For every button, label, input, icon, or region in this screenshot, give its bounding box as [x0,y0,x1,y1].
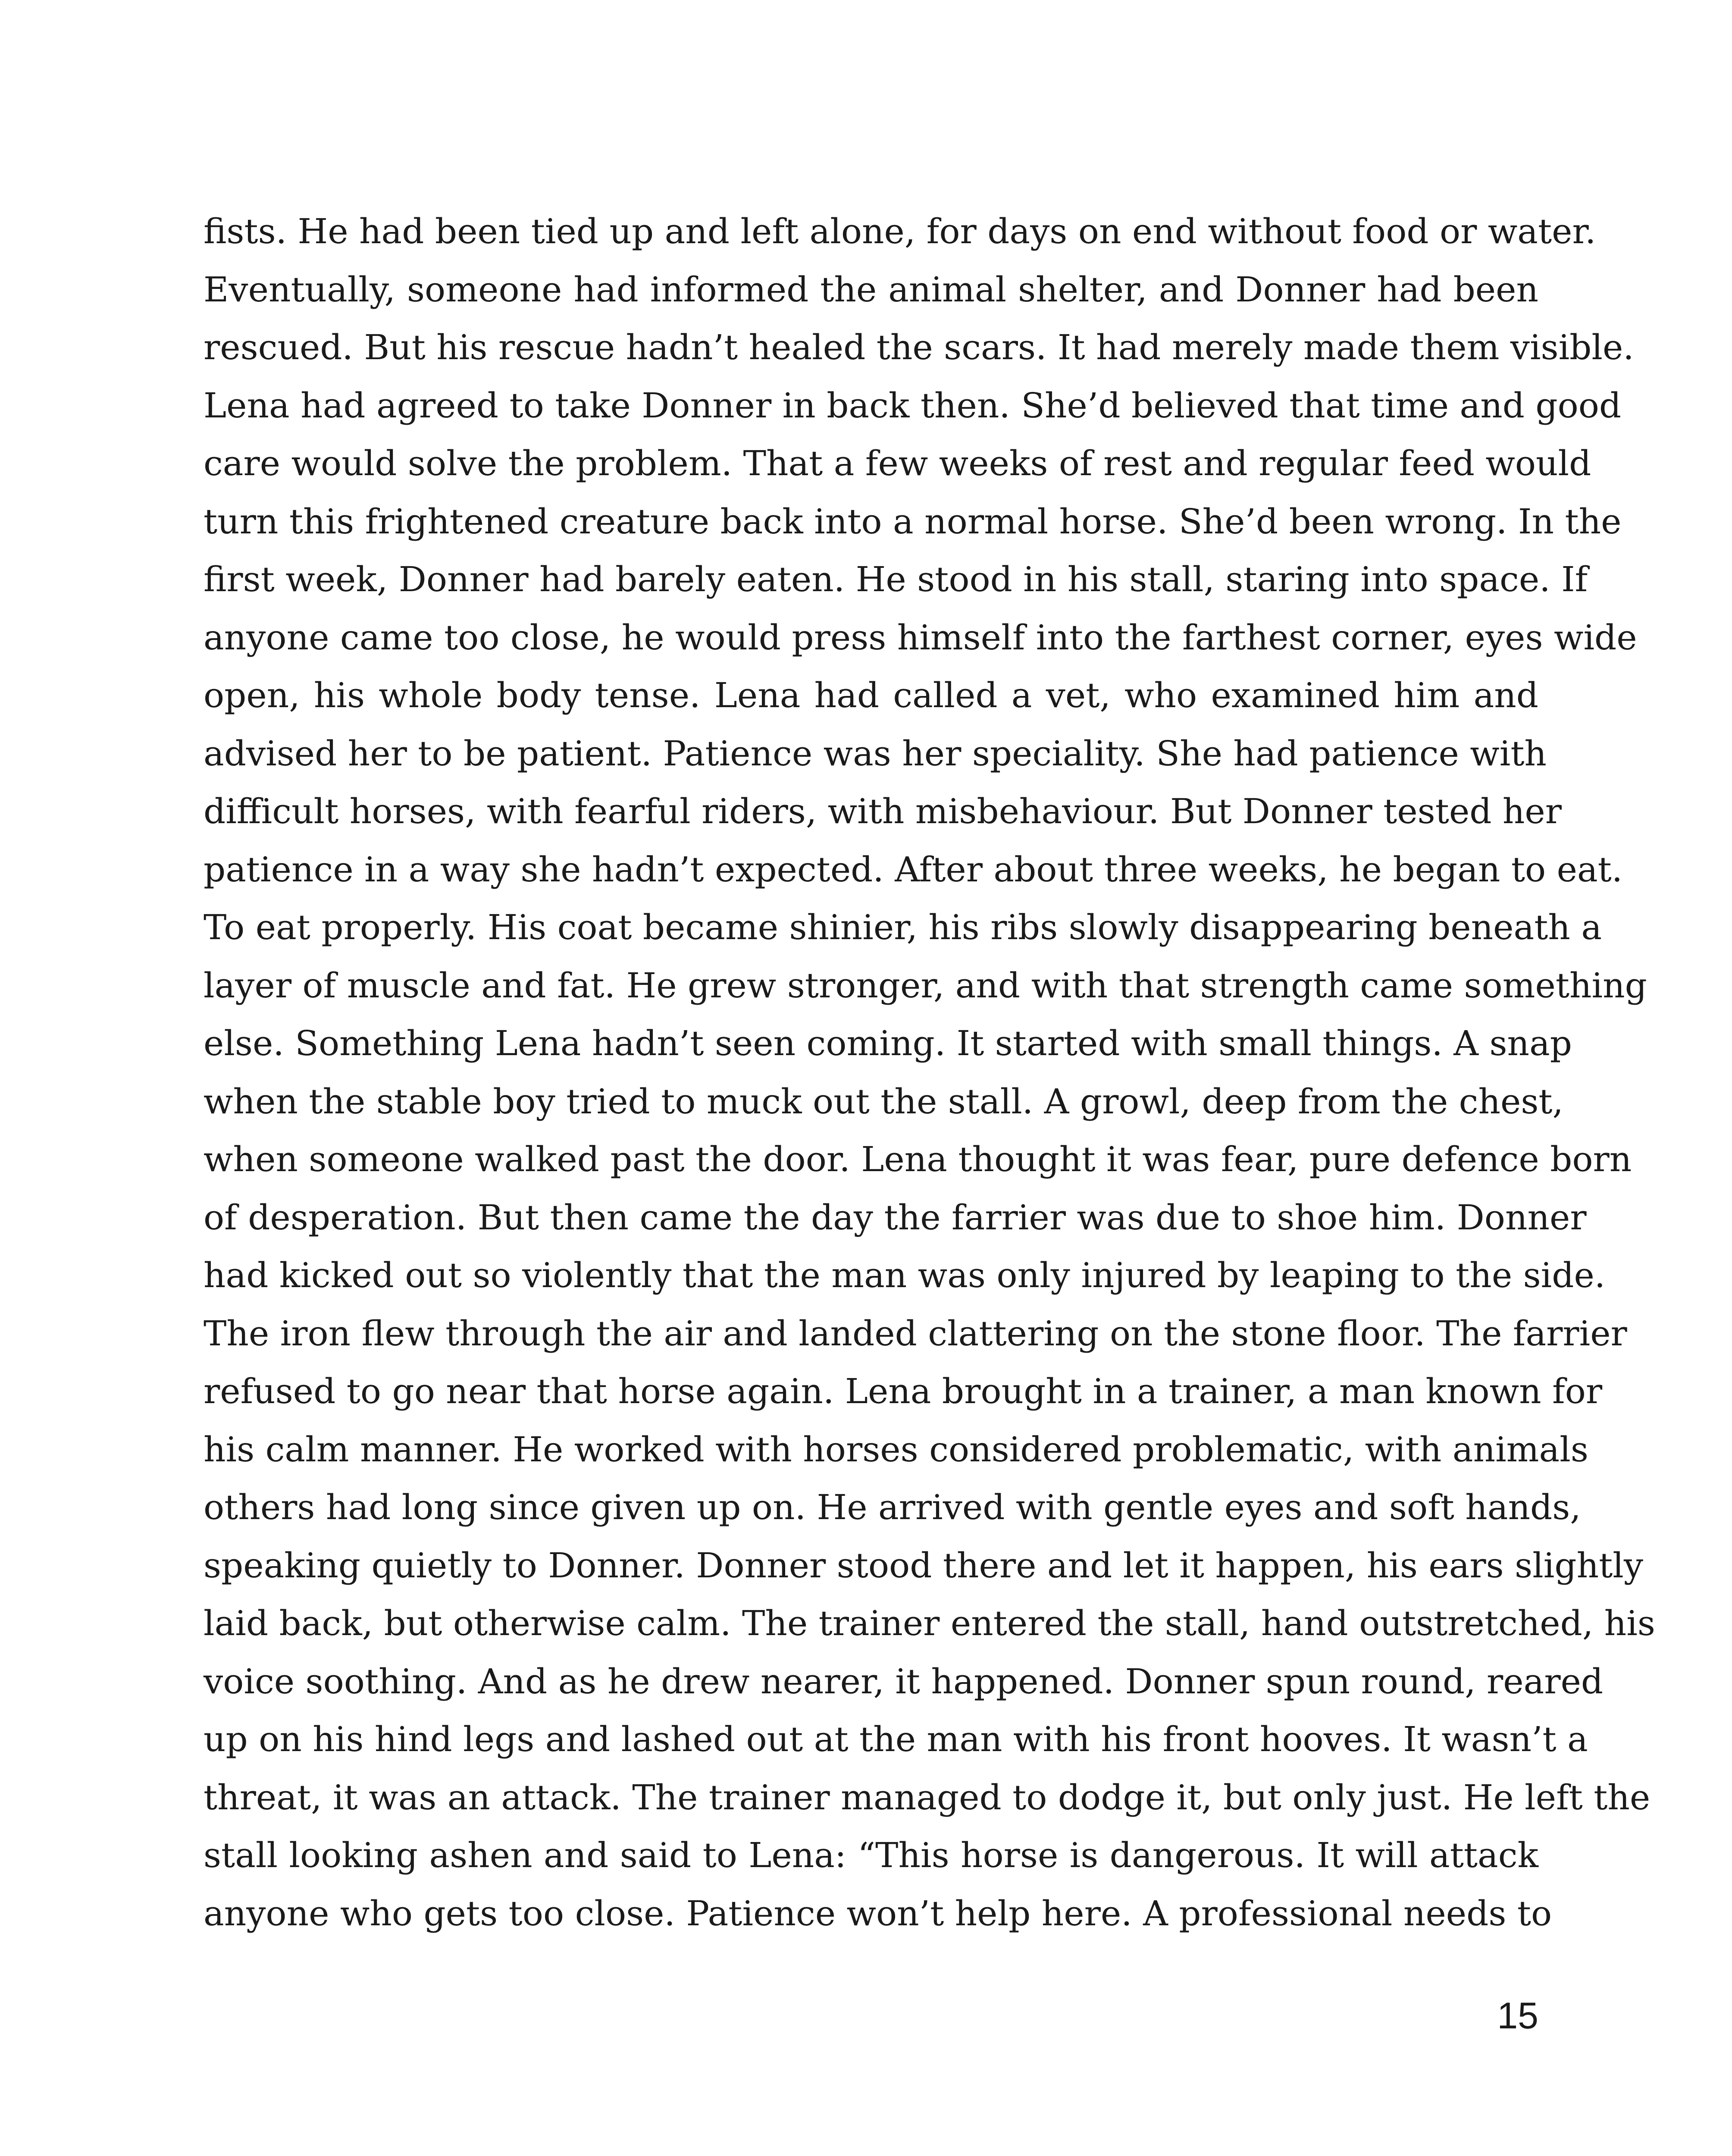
text-line: laid back, but otherwise calm. The trainer entered the stall, hand outstretched, his [204,1603,1655,1643]
text-line: patience in a way she hadn’t expected. After about three weeks, he began to eat. [204,849,1623,890]
text-line: when someone walked past the door. Lena thought it was fear, pure defence born [204,1139,1632,1179]
text-line: layer of muscle and fat. He grew stronger, and with that strength came something [204,965,1647,1006]
text-line: stall looking ashen and said to Lena: “This horse is dangerous. It will attack [204,1835,1538,1875]
text-line: open, his whole body tense. Lena had called a vet, who examined him and [204,675,1538,715]
text-line: when the stable boy tried to muck out the stall. A growl, deep from the chest, [204,1081,1563,1122]
text-line: difficult horses, with fearful riders, with misbehaviour. But Donner tested her [204,791,1562,831]
text-line: rescued. But his rescue hadn’t healed the scars. It had merely made them visible. [204,327,1634,367]
text-line: others had long since given up on. He arrived with gentle eyes and soft hands, [204,1487,1581,1527]
text-line: else. Something Lena hadn’t seen coming. It started with small things. A snap [204,1023,1572,1063]
text-line: care would solve the problem. That a few weeks of rest and regular feed would [204,443,1591,483]
text-line: threat, it was an attack. The trainer managed to dodge it, but only just. He left the [204,1777,1651,1818]
text-line: anyone who gets too close. Patience won’t help here. A professional needs to [204,1893,1552,1934]
text-line: turn this frightened creature back into a normal horse. She’d been wrong. In the [204,501,1622,542]
text-line: advised her to be patient. Patience was her speciality. She had patience with [204,733,1547,774]
text-line: To eat properly. His coat became shinier, his ribs slowly disappearing beneath a [204,907,1602,947]
text-line: The iron flew through the air and landed clattering on the stone floor. The farrier [204,1313,1627,1354]
text-line: had kicked out so violently that the man was only injured by leaping to the side. [204,1255,1606,1295]
text-line: voice soothing. And as he drew nearer, it happened. Donner spun round, reared [204,1661,1604,1702]
text-line: of desperation. But then came the day the farrier was due to shoe him. Donner [204,1197,1587,1238]
text-line: Eventually, someone had informed the animal shelter, and Donner had been [204,269,1538,310]
text-line: up on his hind legs and lashed out at the man with his front hooves. It wasn’t a [204,1719,1588,1759]
page-number: 15 [1497,1995,1538,2037]
body-text [204,203,1655,1943]
text-line: speaking quietly to Donner. Donner stood there and let it happen, his ears slightly [204,1545,1644,1586]
text-line: fists. He had been tied up and left alone, for days on end without food or water. [204,211,1596,251]
text-line: his calm manner. He worked with horses considered problematic, with animals [204,1429,1588,1470]
text-line: first week, Donner had barely eaten. He stood in his stall, staring into space. If [204,559,1588,599]
text-line: refused to go near that horse again. Lena brought in a trainer, a man known for [204,1371,1603,1411]
text-line: Lena had agreed to take Donner in back then. She’d believed that time and good [204,385,1622,426]
text-line: anyone came too close, he would press himself into the farthest corner, eyes wide [204,617,1637,658]
